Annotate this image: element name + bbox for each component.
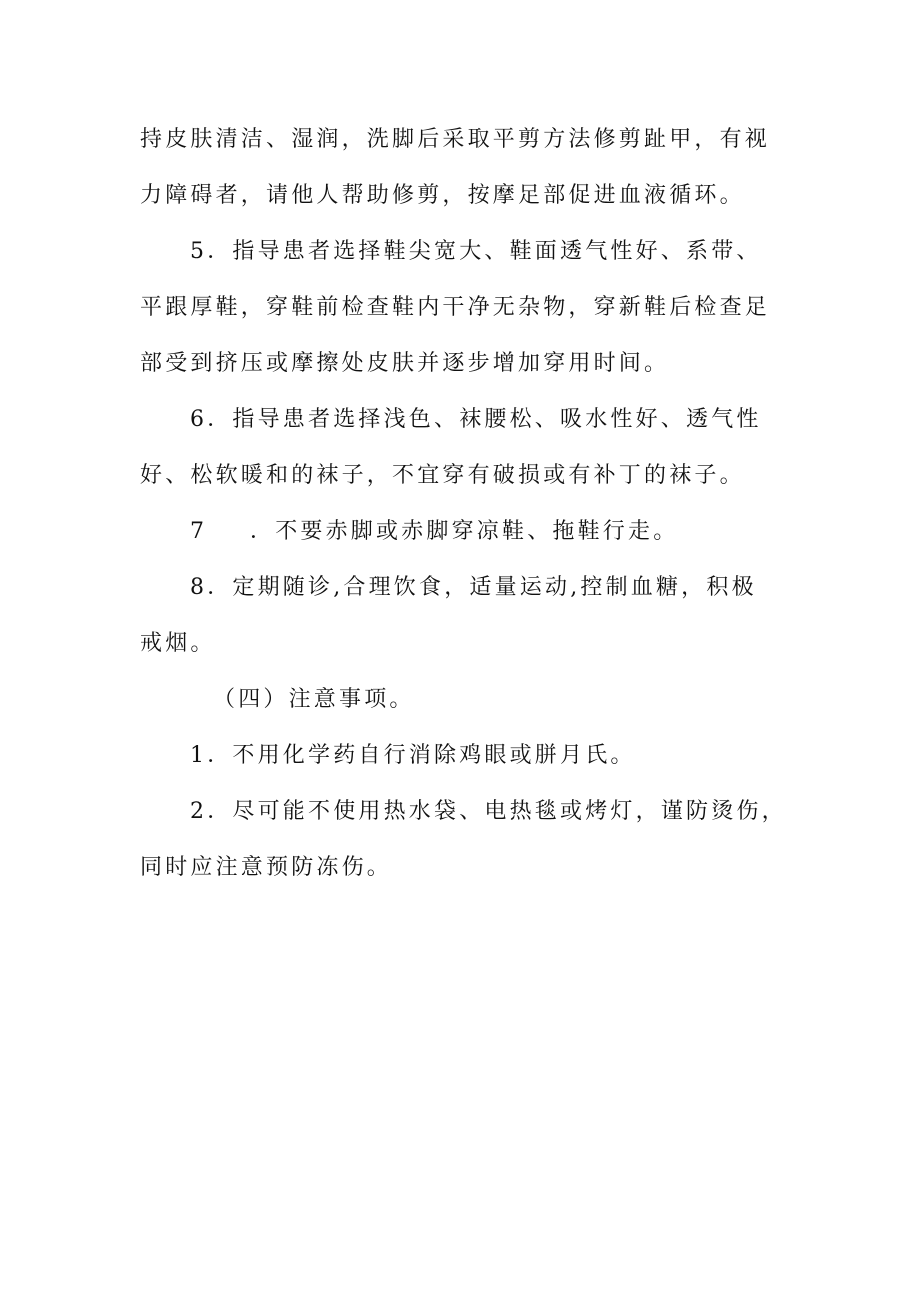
text-line: 部受到挤压或摩擦处皮肤并逐步增加穿用时间。 [140,351,670,376]
text-line: 戒烟。 [140,631,216,656]
list-item-text: ．不要赤脚或赤脚穿凉鞋、拖鞋行走。 [250,519,679,544]
list-item-number: 7 [190,519,208,544]
text-line: 力障碍者，请他人帮助修剪，按摩足部促进血液循环。 [140,183,745,208]
list-item-2: 2．尽可能不使用热水袋、电热毯或烤灯，谨防烫伤， [190,799,787,824]
list-item-7 [190,517,850,547]
section-heading: （四）注意事项。 [213,687,415,712]
list-item-6: 6．指导患者选择浅色、袜腰松、吸水性好、透气性 [190,407,762,432]
list-item-1: 1．不用化学药自行消除鸡眼或胼月氏。 [190,743,636,768]
list-item-5: 5．指导患者选择鞋尖宽大、鞋面透气性好、系带、 [190,239,762,264]
text-line: 平跟厚鞋，穿鞋前检查鞋内干净无杂物，穿新鞋后检查足 [140,295,771,320]
text-line: 持皮肤清洁、湿润，洗脚后采取平剪方法修剪趾甲，有视 [140,127,771,152]
text-line: 好、松软暖和的袜子，不宜穿有破损或有补丁的袜子。 [140,463,745,488]
text-line: 同时应注意预防冻伤。 [140,855,393,880]
list-item-8: 8．定期随诊,合理饮食，适量运动,控制血糖，积极 [190,575,757,600]
